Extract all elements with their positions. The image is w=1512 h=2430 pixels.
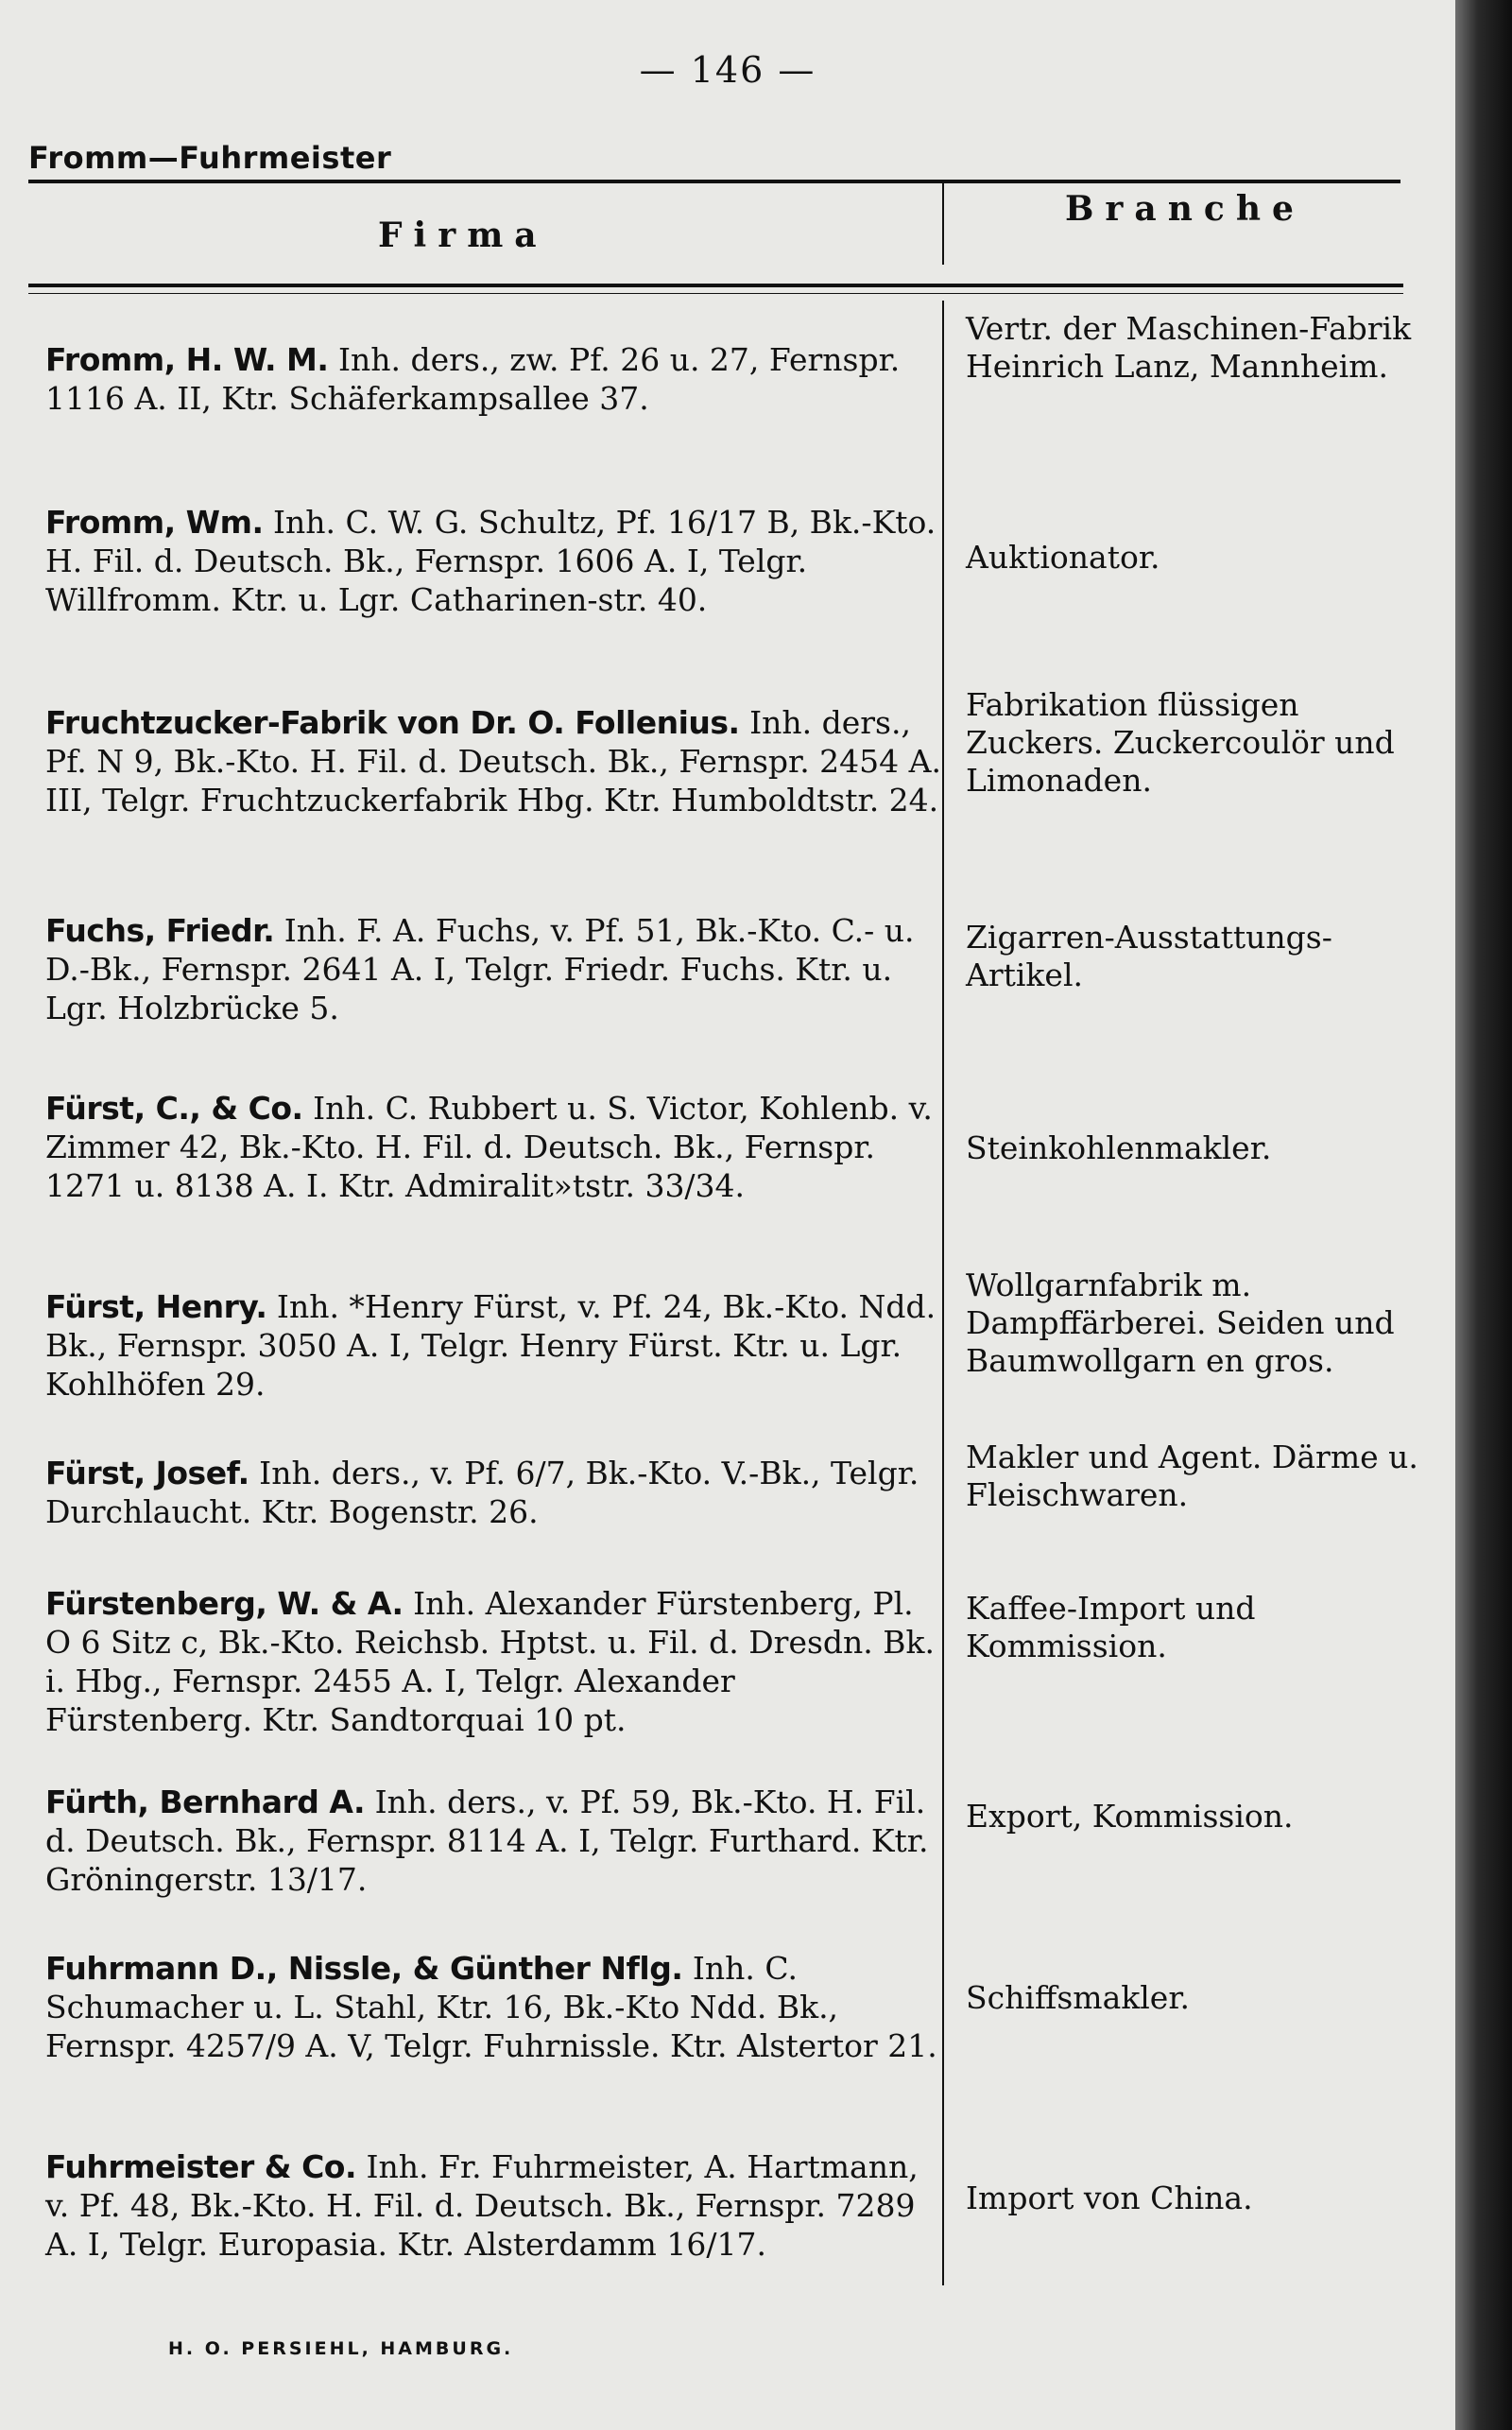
header-divider-short [942, 180, 944, 265]
firm-name: Fromm, H. W. M. [45, 341, 329, 378]
firm-name: Fürst, Josef. [45, 1455, 249, 1491]
header-top-rule [28, 180, 1400, 183]
firm-details: Inh. F. A. Fuchs, v. Pf. 51, Bk.-Kto. C.- u. D.-Bk., Fernspr. 2641 A. I, Telgr. Friedr. Fuchs. Ktr. u. Lgr. Holzbrücke 5. [45, 912, 915, 1026]
firm-name: Fromm, Wm. [45, 504, 264, 541]
entry-fromm-hwm [45, 340, 943, 418]
column-head-firma: Firma [378, 215, 548, 255]
firm-name: Fürst, Henry. [45, 1288, 267, 1325]
branche-fuerst-henry: Wollgarnfabrik m. Dampffärberei. Seiden und Baumwollgarn en gros. [966, 1267, 1395, 1379]
firm-name: Fürst, C., & Co. [45, 1090, 303, 1127]
entry-fruchtzucker [45, 703, 943, 819]
printer-imprint: H. O. PERSIEHL, HAMBURG. [168, 2338, 514, 2359]
page-number: — 146 — [639, 49, 816, 91]
firm-name: Fruchtzucker-Fabrik von Dr. O. Follenius. [45, 704, 740, 741]
running-head: Fromm—Fuhrmeister [28, 140, 392, 176]
column-head-branche: Branche [1065, 189, 1305, 229]
firm-name: Fürth, Bernhard A. [45, 1784, 366, 1820]
branche-fuhrmeister: Import von China. [966, 2180, 1253, 2216]
entry-fuerst-josef [45, 1454, 943, 1531]
firm-name: Fürstenberg, W. & A. [45, 1585, 404, 1622]
firm-details: Inh. ders., Pf. N 9, Bk.-Kto. H. Fil. d. Deutsch. Bk., Fernspr. 2454 A. III, Telgr. Fruchtzuckerfabrik Hbg. Ktr. Humboldtstr. 24. [45, 704, 941, 819]
firm-details: Inh. *Henry Fürst, v. Pf. 24, Bk.-Kto. Ndd. Bk., Fernspr. 3050 A. I, Telgr. Henry Fürst. Ktr. u. Lgr. Kohlhöfen 29. [45, 1288, 936, 1403]
firm-details: Inh. ders., v. Pf. 6/7, Bk.-Kto. V.-Bk., Telgr. Durchlaucht. Ktr. Bogenstr. 26. [45, 1455, 919, 1530]
entry-fuerst-henry [45, 1287, 943, 1404]
firm-name: Fuchs, Friedr. [45, 912, 275, 949]
firm-details: Inh. C. Rubbert u. S. Victor, Kohlenb. v. Zimmer 42, Bk.-Kto. H. Fil. d. Deutsch. Bk., Fernspr. 1271 u. 8138 A. I. Ktr. Admiralit»tstr. 33/34. [45, 1090, 933, 1204]
entry-fromm-wm [45, 503, 943, 619]
firm-details: Inh. C. Schumacher u. L. Stahl, Ktr. 16, Bk.-Kto Ndd. Bk., Fernspr. 4257/9 A. V, Telgr. Fuhrnissle. Ktr. Alstertor 21. [45, 1950, 937, 2064]
entry-fuerstenberg [45, 1584, 943, 1739]
entry-fuchs [45, 911, 943, 1027]
firm-details: Inh. Alexander Fürstenberg, Pl. O 6 Sitz c, Bk.-Kto. Reichsb. Hptst. u. Fil. d. Dresdn. Bk. i. Hbg., Fernspr. 2455 A. I, Telgr. Alexander Fürstenberg. Ktr. Sandtorquai 10 pt. [45, 1585, 936, 1738]
entry-fuhrmann [45, 1949, 943, 2065]
firm-details: Inh. C. W. G. Schultz, Pf. 16/17 B, Bk.-Kto. H. Fil. d. Deutsch. Bk., Fernspr. 1606 A. I, Telgr. Willfromm. Ktr. u. Lgr. Catharinen-str. 40. [45, 504, 936, 618]
firm-name: Fuhrmann D., Nissle, & Günther Nflg. [45, 1950, 683, 1987]
branche-fuchs: Zigarren-Ausstattungs-Artikel. [966, 919, 1332, 993]
branche-fuerth: Export, Kommission. [966, 1798, 1294, 1835]
branche-fuerst-josef: Makler und Agent. Därme u. Fleischwaren. [966, 1439, 1418, 1513]
entry-fuerth [45, 1783, 943, 1899]
branche-fuerstenberg: Kaffee-Import und Kommission. [966, 1590, 1256, 1664]
firm-details: Inh. ders., v. Pf. 59, Bk.-Kto. H. Fil. d. Deutsch. Bk., Fernspr. 8114 A. I, Telgr. Furthard. Ktr. Gröningerstr. 13/17. [45, 1784, 929, 1898]
header-bottom-rule-thin [28, 293, 1403, 294]
book-spine-shadow [1455, 0, 1512, 2430]
firm-details: Inh. Fr. Fuhrmeister, A. Hartmann, v. Pf. 48, Bk.-Kto. H. Fil. d. Deutsch. Bk., Fernspr. 7289 A. I, Telgr. Europasia. Ktr. Alsterdamm 16/17. [45, 2148, 919, 2263]
entry-fuhrmeister [45, 2147, 943, 2264]
firm-name: Fuhrmeister & Co. [45, 2148, 356, 2185]
branche-fruchtzucker: Fabrikation flüssigen Zuckers. Zuckercoulör und Limonaden. [966, 686, 1395, 799]
branche-fuerst-c: Steinkohlenmakler. [966, 1129, 1272, 1166]
entry-fuerst-c [45, 1089, 943, 1205]
branche-fromm-hwm: Vertr. der Maschinen-Fabrik Heinrich Lanz, Mannheim. [966, 310, 1412, 385]
branche-fuhrmann: Schiffsmakler. [966, 1979, 1190, 2016]
branche-fromm-wm: Auktionator. [966, 539, 1160, 576]
firm-details: Inh. ders., zw. Pf. 26 u. 27, Fernspr. 1116 A. II, Ktr. Schäferkampsallee 37. [45, 341, 901, 417]
header-bottom-rule-thick [28, 284, 1403, 287]
